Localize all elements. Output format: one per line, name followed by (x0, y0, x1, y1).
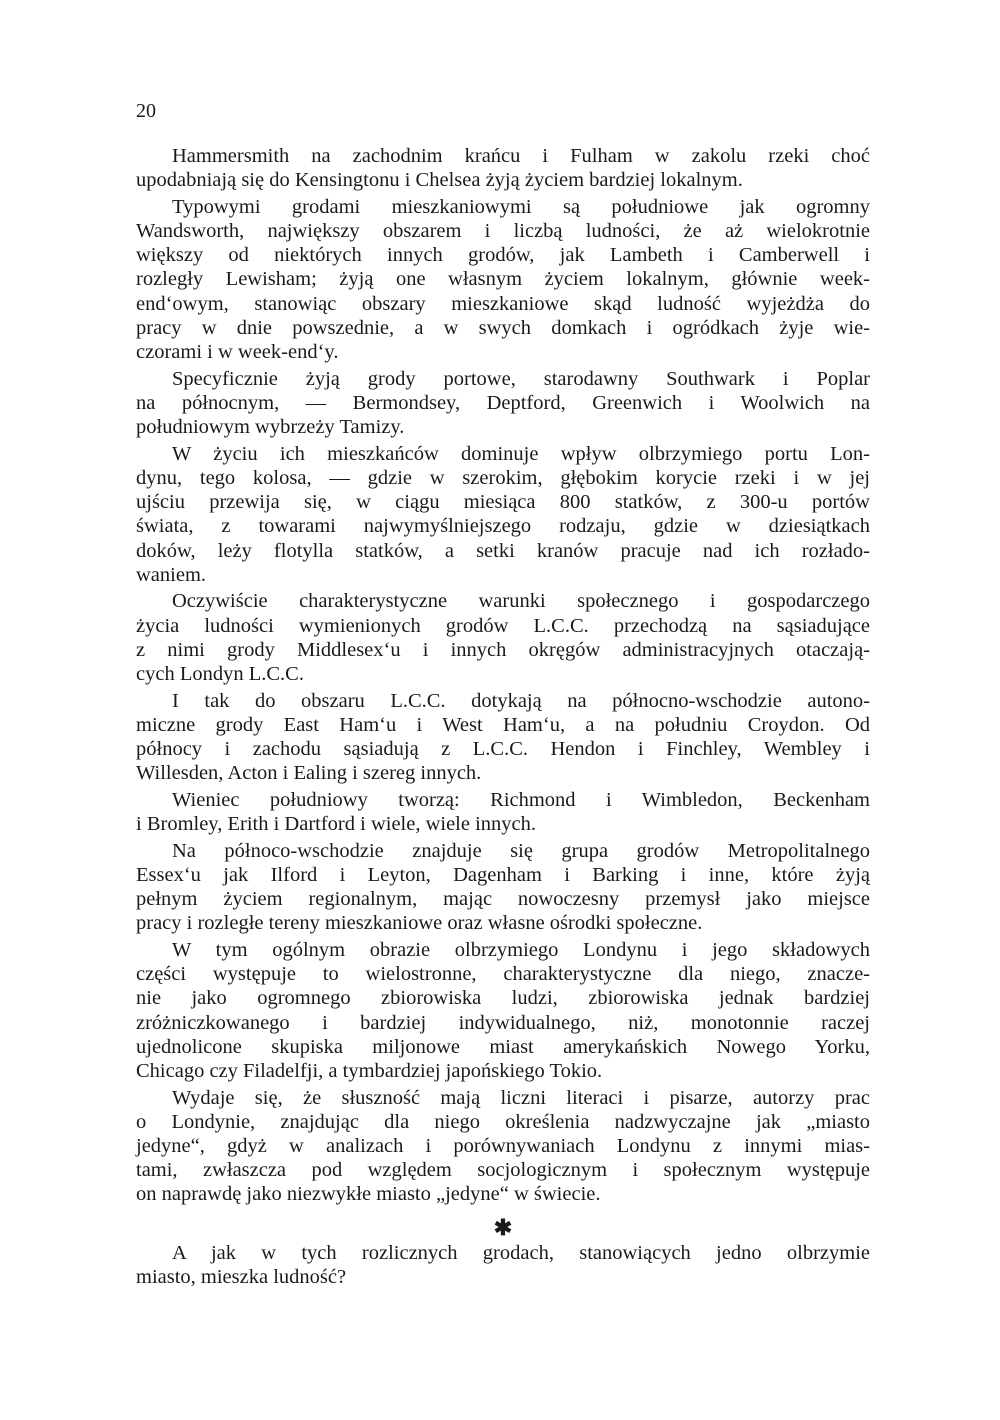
text-line (136, 195, 870, 219)
paragraph (136, 839, 870, 936)
text-line (136, 788, 870, 812)
text-line-content: Essex‘u jak Ilford i Leyton, Dagenham i Barking i inne, które żyją (136, 863, 870, 886)
section-separator-asterisk: ✱ (493, 1215, 513, 1241)
text-line-content: Hammersmith na zachodnim krańcu i Fulham w zakolu rzeki choć (172, 145, 870, 167)
page-number: 20 (136, 100, 156, 122)
text-line (136, 839, 870, 863)
text-line (136, 1241, 870, 1265)
text-line (136, 1265, 870, 1289)
text-line (136, 144, 870, 168)
text-line-content: Specyficznie żyją grody portowe, starodawny Southwark i Poplar (172, 367, 870, 390)
text-line-content: I tak do obszaru L.C.C. dotykają na północno-wschodzie autono- (172, 689, 870, 712)
text-line-content: Wydaje się, że słuszność mają liczni literaci i pisarze, autorzy prac (172, 1086, 870, 1109)
text-line (136, 415, 870, 439)
text-line (136, 1158, 870, 1182)
text-line-content: ujednolicone skupiska miljonowe miast amerykańskich Nowego Yorku, (136, 1035, 870, 1058)
text-line-content: pełnym życiem regionalnym, mając nowoczesny przemysł jako miejsce (136, 888, 870, 911)
text-line (136, 962, 870, 986)
paragraph (136, 1086, 870, 1207)
paragraph (136, 144, 870, 192)
text-line (136, 391, 870, 415)
text-line (136, 1110, 870, 1134)
text-line (136, 938, 870, 962)
text-line (136, 1011, 870, 1035)
text-line (136, 243, 870, 267)
text-line-content: Chicago czy Filadelfji, a tymbardziej japońskiego Tokio. (136, 1059, 603, 1082)
text-line (136, 1035, 870, 1059)
text-line (136, 267, 870, 291)
text-line (136, 662, 870, 686)
text-line (136, 761, 870, 785)
text-line (136, 490, 870, 514)
paragraph (136, 1241, 870, 1289)
text-line-content: z nimi grody Middlesex‘u i innych okręgów administracyjnych otaczają- (136, 638, 870, 661)
text-line (136, 539, 870, 563)
text-line-content: Wandsworth, największy obszarem i liczbą ludności, że aż wielokrotnie (136, 220, 870, 243)
paragraph (136, 367, 870, 440)
text-line (136, 316, 870, 340)
text-line-content: dynu, tego kolosa, — gdzie w szerokim, głębokim korycie rzeki i w jej (136, 466, 870, 489)
text-line-content: A jak w tych rozlicznych grodach, stanowiących jedno olbrzymie (172, 1242, 870, 1265)
text-line (136, 986, 870, 1010)
text-line (136, 1134, 870, 1158)
text-line-content: pracy i rozległe tereny mieszkaniowe oraz własne ośrodki społeczne. (136, 912, 703, 935)
text-line (136, 887, 870, 911)
text-line-content: czorami i w week-end‘y. (136, 341, 339, 363)
paragraph (136, 689, 870, 786)
text-line (136, 168, 870, 192)
text-line (136, 367, 870, 391)
text-line-content: upodabniają się do Kensingtonu i Chelsea żyją życiem bardziej lokalnym. (136, 169, 743, 192)
text-line-content: ujściu przewija się, w ciągu miesiąca 800 statków, z 300-u portów (136, 491, 870, 514)
text-line (136, 1086, 870, 1110)
text-line-content: doków, leży flotylla statków, a setki kranów pracuje nad ich rozłado- (136, 539, 870, 562)
paragraph (136, 442, 870, 587)
text-line-content: cych Londyn L.C.C. (136, 662, 304, 685)
text-line (136, 589, 870, 613)
text-line-content: W tym ogólnym obrazie olbrzymiego Londynu i jego składowych (172, 939, 870, 961)
text-line-content: północy i zachodu sąsiadują z L.C.C. Hendon i Finchley, Wembley i (136, 738, 870, 760)
text-line-content: Oczywiście charakterystyczne warunki społecznego i gospodarczego (172, 590, 870, 613)
paragraph (136, 195, 870, 364)
text-line-content: end‘owym, stanowiąc obszary mieszkaniowe skąd ludność wyjeżdża do (136, 292, 870, 315)
text-line (136, 442, 870, 466)
paragraph (136, 589, 870, 686)
text-line-content: większy od niektórych innych grodów, jak Lambeth i Camberwell i (136, 244, 870, 267)
text-line-content: i Bromley, Erith i Dartford i wiele, wiele innych. (136, 813, 537, 836)
paragraph (136, 938, 870, 1083)
text-line (136, 514, 870, 538)
text-line-content: zróżniczkowanego i bardziej indywidualnego, niż, monotonnie raczej (136, 1011, 870, 1034)
text-line-content: nie jako ogromnego zbiorowiska ludzi, zbiorowiska jednak bardziej (136, 987, 870, 1010)
text-line (136, 292, 870, 316)
text-line-content: tami, zwłaszcza pod względem socjologicznym i społecznym występuje (136, 1159, 870, 1182)
text-line (136, 911, 870, 935)
text-line-content: on naprawdę jako niezwykłe miasto „jedyne“ w świecie. (136, 1183, 601, 1206)
text-line-content: części występuje to wielostronne, charakterystyczne dla niego, znacze- (136, 963, 870, 986)
text-line (136, 863, 870, 887)
text-line-content: południowym wybrzeży Tamizy. (136, 416, 405, 439)
text-line-content: W życiu ich mieszkańców dominuje wpływ olbrzymiego portu Lon- (172, 442, 870, 465)
text-line (136, 340, 870, 364)
body-text (136, 144, 870, 1292)
text-line (136, 713, 870, 737)
text-line (136, 689, 870, 713)
text-line-content: rozległy Lewisham; żyją one własnym życiem lokalnym, głównie week- (136, 268, 870, 291)
text-line-content: Na północo-wschodzie znajduje się grupa grodów Metropolitalnego (172, 839, 870, 862)
text-line (136, 812, 870, 836)
text-line-content: Willesden, Acton i Ealing i szereg innych. (136, 762, 482, 785)
text-line-content: Wieniec południowy tworzą: Richmond i Wimbledon, Beckenham (172, 788, 870, 811)
text-line (136, 563, 870, 587)
text-line-content: na północnym, — Bermondsey, Deptford, Greenwich i Woolwich na (136, 391, 870, 414)
paragraph (136, 788, 870, 836)
text-line-content: o Londynie, znajdując dla niego określenia nadzwyczajne jak „miasto (136, 1110, 870, 1133)
text-line-content: miasto, mieszka ludność? (136, 1266, 347, 1289)
text-line-content: pracy w dnie powszednie, a w swych domkach i ogródkach żyje wie- (136, 316, 870, 339)
text-line (136, 737, 870, 761)
text-line (136, 614, 870, 638)
text-line-content: świata, z towarami najwymyślniejszego rodzaju, gdzie w dziesiątkach (136, 515, 870, 538)
text-line-content: jedyne“, gdyż w analizach i porównywaniach Londynu z innymi mias- (136, 1135, 870, 1157)
text-line-content: Typowymi grodami mieszkaniowymi są południowe jak ogromny (172, 195, 870, 218)
text-line-content: waniem. (136, 563, 207, 586)
text-line-content: życia ludności wymienionych grodów L.C.C. przechodzą na sąsiadujące (136, 614, 870, 637)
text-line (136, 219, 870, 243)
text-line (136, 466, 870, 490)
text-line (136, 1059, 870, 1083)
text-line (136, 638, 870, 662)
text-line (136, 1182, 870, 1206)
text-line-content: miczne grody East Ham‘u i West Ham‘u, a na południu Croydon. Od (136, 713, 870, 736)
